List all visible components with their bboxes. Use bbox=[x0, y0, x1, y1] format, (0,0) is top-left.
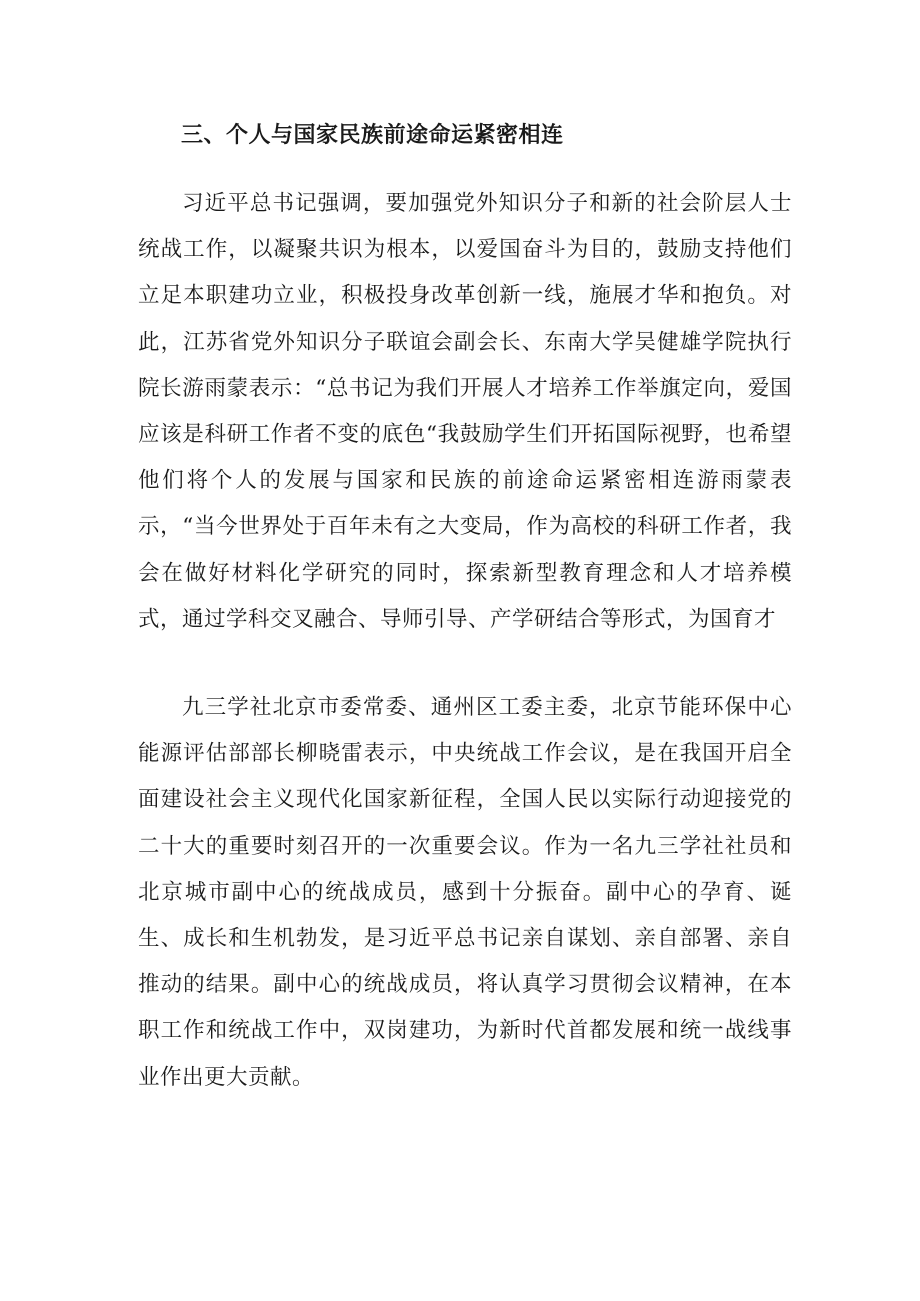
body-paragraph: 九三学社北京市委常委、通州区工委主委，北京节能环保中心能源评估部部长柳晓雷表示，中央统战工作会议，是在我国开启全面建设社会主义现代化国家新征程，全国人民以实际行动迎接党的二十大的重要时刻召开的一次重要会议。作为一名九三学社社员和北京城市副中心的统战成员，感到十分振奋。副中心的孕育、诞生、成长和生机勃发，是习近平总书记亲自谋划、亲自部署、亲自推动的结果。副中心的统战成员，将认真学习贯彻会议精神，在本职工作和统战工作中，双岗建功，为新时代首都发展和统一战线事业作出更大贡献。 bbox=[138, 695, 792, 1090]
section-heading: 三、个人与国家民族前途命运紧密相连 bbox=[181, 122, 564, 148]
body-paragraph: 习近平总书记强调，要加强党外知识分子和新的社会阶层人士统战工作，以凝聚共识为根本，以爱国奋斗为目的，鼓励支持他们立足本职建功立业，积极投身改革创新一线，施展才华和抱负。对此，江苏省党外知识分子联谊会副会长、东南大学吴健雄学院执行院长游雨蒙表示：“总书记为我们开展人才培养工作举旗定向，爱国应该是科研工作者不变的底色“我鼓励学生们开拓国际视野，也希望他们将个人的发展与国家和民族的前途命运紧密相连游雨蒙表示，“当今世界处于百年未有之大变局，作为高校的科研工作者，我会在做好材料化学研究的同时，探索新型教育理念和人才培养模式，通过学科交叉融合、导师引导、产学研结合等形式，为国育才 bbox=[138, 191, 792, 632]
